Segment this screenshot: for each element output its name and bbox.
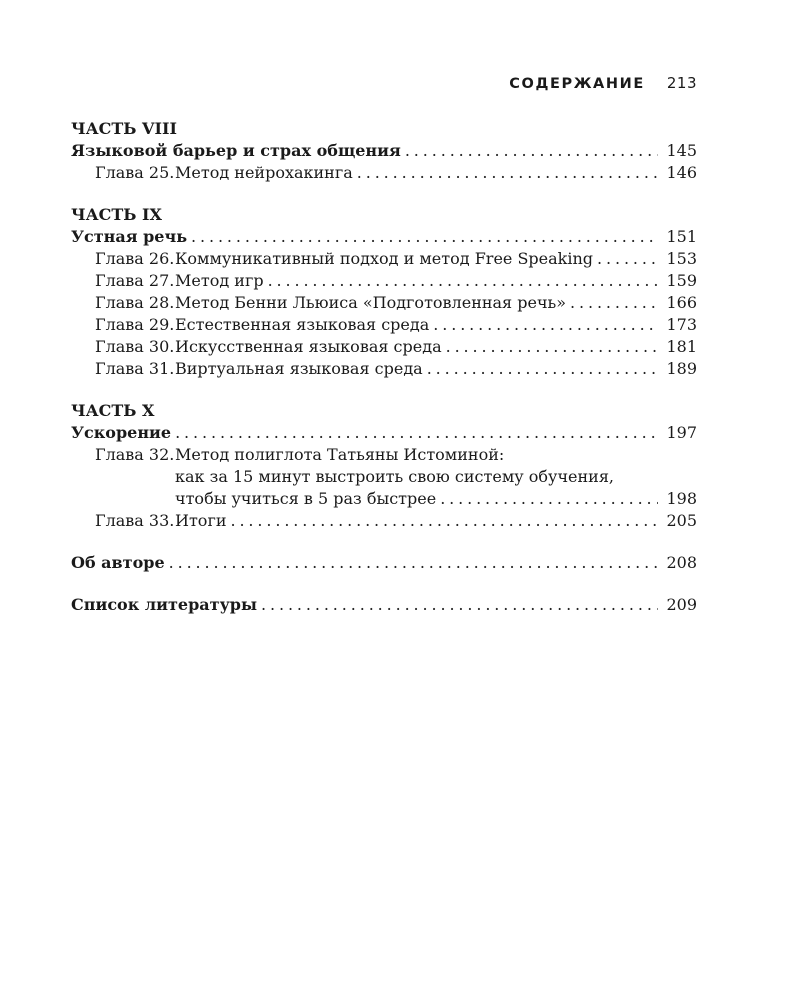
- chapter-title: Метод игр: [175, 271, 264, 290]
- running-head: [509, 74, 697, 92]
- entry-page: 173: [666, 315, 697, 334]
- chapter-label: Глава 25.: [95, 163, 175, 182]
- toc-part-8: [71, 118, 697, 184]
- chapter-title-line-1: Метод полиглота Татьяны Истоминой:: [175, 445, 505, 464]
- toc-entry-chapter[interactable]: [71, 358, 697, 380]
- toc-about-author: [71, 552, 697, 574]
- entry-page: 159: [666, 271, 697, 290]
- entry-title: [95, 248, 593, 270]
- entry-page: 189: [666, 359, 697, 378]
- entry-title: [95, 314, 429, 336]
- entry-title: Языковой барьер и страх общения: [71, 141, 401, 160]
- part-label: ЧАСТЬ X: [71, 401, 155, 420]
- entry-title: [95, 336, 442, 358]
- chapter-title: Естественная языковая среда: [175, 315, 430, 334]
- entry-page: 198: [666, 489, 697, 508]
- chapter-title: Искусственная языковая среда: [175, 337, 442, 356]
- toc-entry-part-title[interactable]: [71, 422, 697, 444]
- entry-page: 145: [666, 141, 697, 160]
- chapter-label: Глава 30.: [95, 337, 175, 356]
- dot-leader: [357, 162, 659, 184]
- running-head-title: СОДЕРЖАНИЕ: [509, 76, 645, 92]
- dot-leader: [230, 510, 658, 532]
- dot-leader: [261, 594, 658, 616]
- dot-leader: [440, 488, 658, 510]
- entry-page: 151: [666, 227, 697, 246]
- entry-page: 181: [666, 337, 697, 356]
- chapter-line-1: [95, 444, 697, 466]
- entry-page: 153: [666, 249, 697, 268]
- toc-part-9: [71, 204, 697, 380]
- toc-entry-chapter[interactable]: [71, 292, 697, 314]
- toc-entry-part-title[interactable]: [71, 140, 697, 162]
- chapter-title-line-2: как за 15 минут выстроить свою систему обучения,: [175, 467, 614, 486]
- dot-leader: [427, 358, 659, 380]
- table-of-contents: [71, 118, 697, 636]
- toc-entry-about-author[interactable]: [71, 552, 697, 574]
- entry-title: [95, 358, 423, 380]
- entry-page: 166: [666, 293, 697, 312]
- entry-page: 197: [666, 423, 697, 442]
- dot-leader: [191, 226, 658, 248]
- chapter-title-line-3: чтобы учиться в 5 раз быстрее: [175, 489, 437, 508]
- toc-entry-chapter[interactable]: [71, 444, 697, 510]
- entry-title: [95, 270, 264, 292]
- toc-entry-chapter[interactable]: [71, 162, 697, 184]
- chapter-title: Метод Бенни Льюиса «Подготовленная речь»: [175, 293, 567, 312]
- part-label: ЧАСТЬ VIII: [71, 119, 177, 138]
- chapter-label: Глава 29.: [95, 315, 175, 334]
- chapter-title: Виртуальная языковая среда: [175, 359, 423, 378]
- dot-leader: [446, 336, 659, 358]
- chapter-label: Глава 26.: [95, 249, 175, 268]
- entry-title: [95, 510, 226, 532]
- toc-entry-chapter[interactable]: [71, 336, 697, 358]
- entry-title: Ускорение: [71, 423, 172, 442]
- chapter-label: Глава 27.: [95, 271, 175, 290]
- chapter-line-3: [95, 488, 697, 510]
- dot-leader: [169, 552, 659, 574]
- toc-part-10: [71, 400, 697, 532]
- dot-leader: [597, 248, 658, 270]
- toc-entry-chapter[interactable]: [71, 270, 697, 292]
- entry-page: 205: [666, 511, 697, 530]
- chapter-label: Глава 31.: [95, 359, 175, 378]
- dot-leader: [175, 422, 658, 444]
- page-number: 213: [666, 74, 697, 92]
- dot-leader: [570, 292, 658, 314]
- part-label: ЧАСТЬ IX: [71, 205, 162, 224]
- chapter-title: Итоги: [175, 511, 227, 530]
- toc-entry-bibliography[interactable]: [71, 594, 697, 616]
- dot-leader: [433, 314, 658, 336]
- entry-page: 209: [666, 595, 697, 614]
- chapter-title: Коммуникативный подход и метод Free Speaking: [175, 249, 594, 268]
- chapter-title: Метод нейрохакинга: [175, 163, 353, 182]
- chapter-label: Глава 33.: [95, 511, 175, 530]
- toc-entry-chapter[interactable]: [71, 314, 697, 336]
- chapter-label: Глава 28.: [95, 293, 175, 312]
- entry-title: Об авторе: [71, 553, 165, 572]
- chapter-label: Глава 32.: [95, 445, 175, 464]
- toc-entry-part-title[interactable]: [71, 226, 697, 248]
- entry-title: Список литературы: [71, 595, 258, 614]
- toc-entry-chapter[interactable]: [71, 510, 697, 532]
- dot-leader: [268, 270, 659, 292]
- dot-leader: [405, 140, 659, 162]
- entry-page: 208: [666, 553, 697, 572]
- toc-bibliography: [71, 594, 697, 616]
- entry-title: Устная речь: [71, 227, 188, 246]
- entry-title: [95, 292, 566, 314]
- entry-title: [95, 162, 353, 184]
- chapter-line-2: [95, 466, 697, 488]
- toc-entry-chapter[interactable]: [71, 248, 697, 270]
- entry-page: 146: [666, 163, 697, 182]
